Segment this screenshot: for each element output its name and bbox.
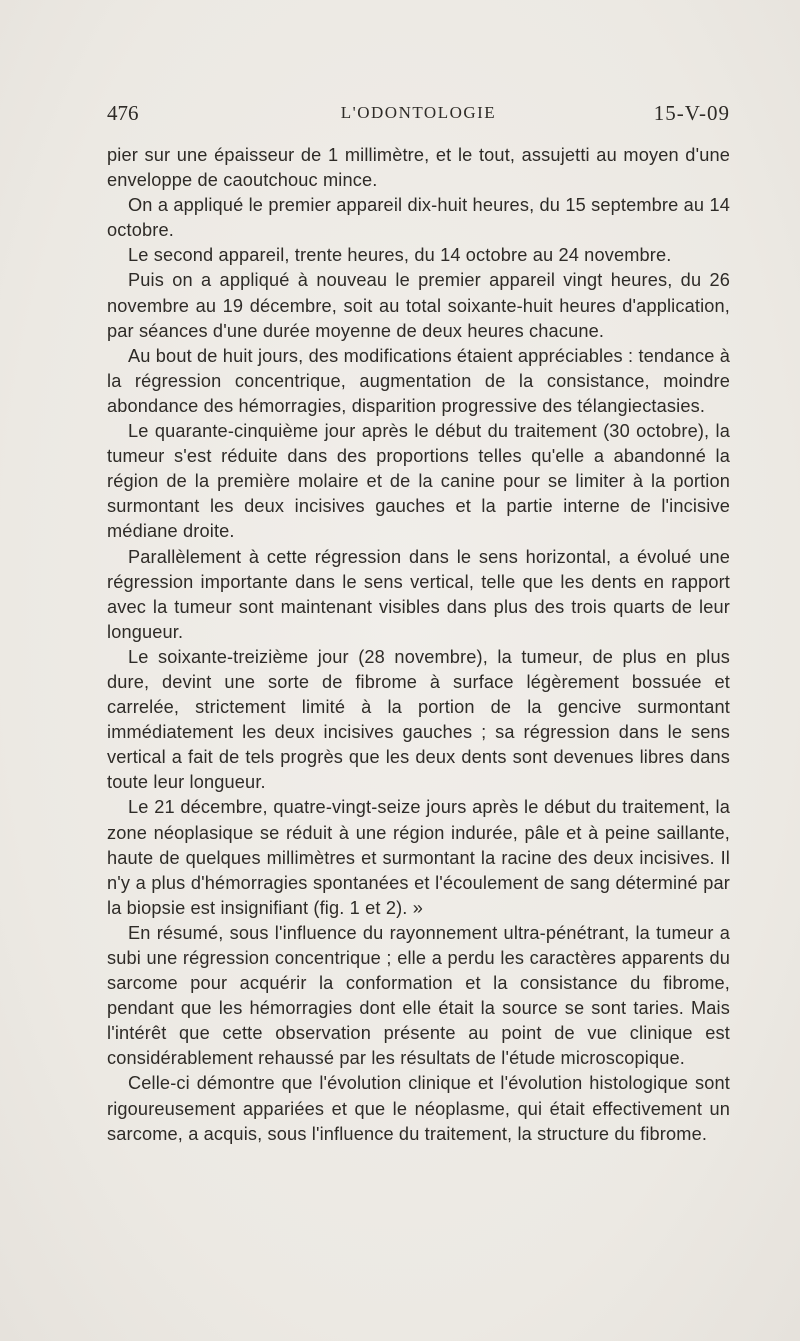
- journal-title: L'ODONTOLOGIE: [340, 103, 497, 122]
- paragraph: Celle-ci démontre que l'évolution clinique et l'évolution histologique sont rigoureusement appariées et que le néoplasme, qui était effectivement un sarcome, a acquis, sous l'influence du traitement, la structure du fibrome.: [107, 1073, 730, 1144]
- page-number: 476: [107, 101, 139, 125]
- article-body: [107, 143, 730, 1147]
- paragraph: Parallèlement à cette régression dans le sens horizontal, a évolué une régression importante dans le sens vertical, telle que les dents en rapport avec la tumeur sont maintenant visibles dans plus des trois quarts de leur longueur.: [107, 546, 730, 642]
- issue-date: 15-V-09: [653, 101, 730, 125]
- paragraph-continued: pier sur une épaisseur de 1 millimètre, et le tout, assujetti au moyen d'une enveloppe de caoutchouc mince.: [107, 145, 730, 191]
- paragraph: Puis on a appliqué à nouveau le premier appareil vingt heures, du 26 novembre au 19 décembre, soit au total soixante-huit heures d'application, par séances d'une durée moyenne de deux heures chacune.: [107, 270, 730, 341]
- paragraph: Le quarante-cinquième jour après le début du traitement (30 octobre), la tumeur s'est réduite dans des proportions telles qu'elle a abandonné la région de la première molaire et de la canine pour se limiter à la portion surmontant les deux incisives gauches et la partie interne de l'incisive médiane droite.: [107, 421, 730, 542]
- paragraph: On a appliqué le premier appareil dix-huit heures, du 15 septembre au 14 octobre.: [107, 195, 730, 241]
- paragraph: En résumé, sous l'influence du rayonnement ultra-pénétrant, la tumeur a subi une régression concentrique ; elle a perdu les caractères apparents du sarcome pour acquérir la conformation et la consistance du fibrome, pendant que les hémorragies dont elle était la source se sont taries. Mais l'intérêt que cette observation présente au point de vue clinique est considérablement rehaussé par les résultats de l'étude microscopique.: [107, 922, 730, 1069]
- paragraph: Le 21 décembre, quatre-vingt-seize jours après le début du traitement, la zone néoplasique se réduit à une région indurée, pâle et à peine saillante, haute de quelques millimètres et surmontant la racine des deux incisives. Il n'y a plus d'hémorragies spontanées et l'écoulement de sang déterminé par la biopsie est insignifiant (fig. 1 et 2). »: [107, 797, 730, 918]
- running-header: [107, 101, 730, 131]
- paragraph: Au bout de huit jours, des modifications étaient appréciables : tendance à la régression concentrique, augmentation de la consistance, moindre abondance des hémorragies, disparition progressive des télangiectasies.: [107, 345, 730, 416]
- paragraph: Le second appareil, trente heures, du 14 octobre au 24 novembre.: [128, 245, 672, 266]
- paragraph: Le soixante-treizième jour (28 novembre), la tumeur, de plus en plus dure, devint une sorte de fibrome à surface légèrement bossuée et carrelée, strictement limité à la portion de la gencive surmontant immédiatement les deux incisives gauches ; sa régression dans le sens vertical a fait de tels progrès que les deux dents sont devenues libres dans toute leur longueur.: [107, 646, 730, 793]
